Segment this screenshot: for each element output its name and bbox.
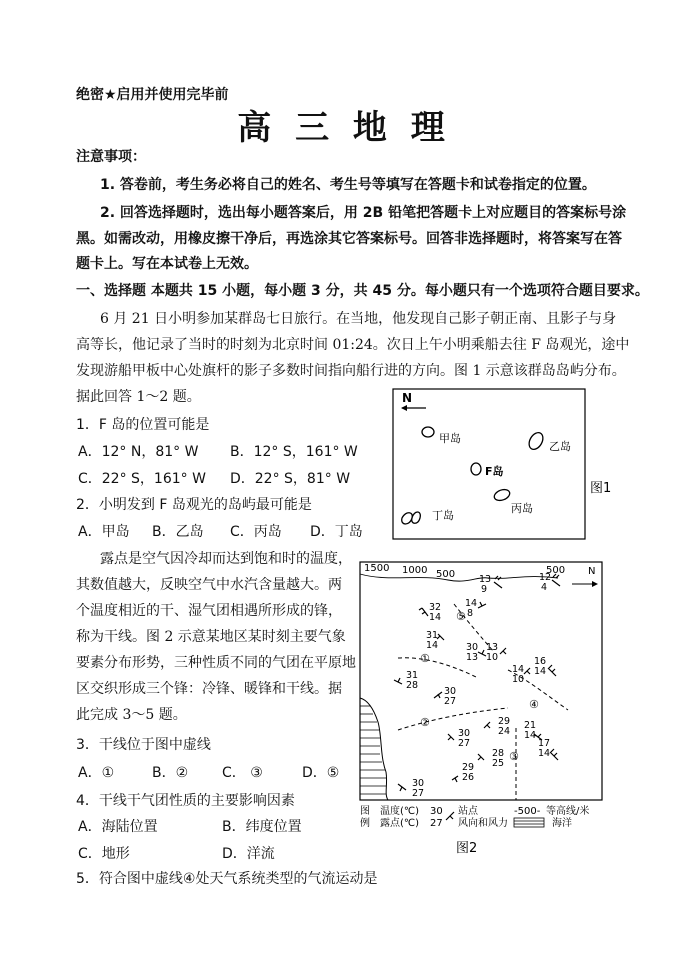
station-16-dew: 25 [492,758,505,769]
fig1-north-label: N [402,391,413,405]
station-2-dew: 4 [541,582,548,593]
station-5-dew: 14 [426,640,439,651]
page-title: 高 三 地 理 [237,108,451,148]
station-13-temp: 29 [498,716,511,727]
q1-option-d: D．22° S，81° W [230,471,351,487]
station-18-dew: 27 [412,788,425,799]
contour-label-1500: 1500 [364,563,390,574]
station-9-temp: 14 [512,664,525,675]
station-3-temp: 14 [465,598,478,609]
station-1-temp: 13 [479,574,492,585]
station-6-temp: 30 [466,642,479,653]
island-ding-label: 丁岛 [432,509,454,522]
station-8-dew: 14 [534,666,547,677]
q3-option-d: D．⑤ [302,765,340,781]
line-label-5: ⑤ [456,610,466,623]
q4-option-a: A．海陆位置 [78,819,158,835]
passage1-line4: 据此回答 1～2 题。 [76,389,201,405]
notes-item-2-line3: 题卡上。写在本试卷上无效。 [76,256,258,272]
line-label-2: ② [420,716,430,729]
station-16-temp: 28 [492,748,505,759]
legend-label-2: 例 [360,818,370,829]
station-4-temp: 32 [429,602,442,613]
q1-option-b: B．12° S，161° W [230,444,358,460]
passage2-line1: 露点是空气因冷却而达到饱和时的温度， [100,551,352,567]
q4-option-b: B．纬度位置 [222,819,302,835]
passage2-line3: 个温度相近的干、湿气团相遇所形成的锋， [76,603,342,619]
island-bing-label: 丙岛 [511,502,533,515]
q1-stem: 1．F 岛的位置可能是 [76,417,210,433]
station-15-temp: 17 [538,738,551,749]
station-4-dew: 14 [429,612,442,623]
legend-contour: 等高线/米 [546,806,590,817]
island-jia-label: 甲岛 [439,432,461,445]
station-10-dew: 28 [406,680,419,691]
station-12-temp: 30 [458,728,471,739]
station-7-dew: 10 [486,652,499,663]
station-17-temp: 29 [462,762,475,773]
passage1-line1: 6 月 21 日小明参加某群岛七日旅行。在当地，他发现自己影子朝正南、且影子与身 [100,311,617,327]
station-1-dew: 9 [481,584,488,595]
q1-option-c: C．22° S，161° W [78,471,206,487]
station-15-dew: 14 [538,748,551,759]
line-label-3: ③ [509,750,519,763]
station-17-dew: 26 [462,772,475,783]
figure-2-weather-map [358,560,608,860]
station-11-dew: 27 [444,696,457,707]
confidential-label: 绝密★启用并使用完毕前 [76,87,229,103]
line-label-1: ① [420,652,430,665]
passage1-line2: 高等长，他记录了当时的时刻为北京时间 01:24。次日上午小明乘船去往 F 岛观光，途中 [76,337,630,353]
station-13-dew: 24 [498,726,511,737]
legend-sample-temp: 30 [430,806,443,817]
legend-wind-icon [446,812,454,820]
q2-option-b: B．乙岛 [152,524,204,540]
legend-label-1: 图 [360,806,370,817]
station-6-dew: 13 [466,652,479,663]
passage2-line7: 此完成 3～5 题。 [76,707,187,723]
q3-stem: 3．干线位于图中虚线 [76,737,211,753]
legend-contour-sample: -500- [514,806,541,817]
legend-sea: 海洋 [552,818,572,829]
legend-wind: 风向和风力 [458,818,508,829]
notes-item-2-line2: 黑。如需改动，用橡皮擦干净后，再选涂其它答案标号。回答非选择题时，将答案写在答 [76,231,622,247]
q2-option-c: C．丙岛 [230,524,282,540]
q3-option-c: C． ③ [222,765,263,781]
fig2-north-label: N [588,566,596,577]
station-18-temp: 30 [412,778,425,789]
contour-label-500a: 500 [436,569,456,580]
contour-label-1000: 1000 [402,565,428,576]
q1-option-a: A．12° N，81° W [78,444,199,460]
q5-stem: 5．符合图中虚线④处天气系统类型的气流运动是 [76,871,378,887]
section-heading: 一、选择题 本题共 15 小题，每小题 3 分，共 45 分。每小题只有一个选项符合题目要求。 [76,283,649,299]
q4-option-c: C．地形 [78,846,130,862]
notes-item-1: 1. 答卷前，考生务必将自己的姓名、考生号等填写在答题卡和试卷指定的位置。 [100,177,596,193]
station-10-temp: 31 [406,670,419,681]
island-yi-label: 乙岛 [549,440,571,453]
station-8-temp: 16 [534,656,547,667]
q3-option-b: B．② [152,765,189,781]
contour-label-500b: 500 [546,565,566,576]
island-f-label: F岛 [485,465,504,478]
station-2-temp: 12 [539,572,552,583]
q4-option-d: D．洋流 [222,846,275,862]
q3-option-a: A．① [78,765,115,781]
q2-option-d: D．丁岛 [310,524,363,540]
passage2-line6: 区交织形成三个锋：冷锋、暖锋和干线。据 [76,681,342,697]
station-5-temp: 31 [426,630,439,641]
legend-station: 站点 [458,806,478,817]
station-3-dew: 8 [467,608,474,619]
station-7-temp: 13 [486,642,499,653]
legend-dew: 露点(℃) [380,818,420,829]
notes-heading: 注意事项： [76,149,146,165]
station-14-temp: 21 [524,720,537,731]
q2-option-a: A．甲岛 [78,524,130,540]
passage2-line4: 称为干线。图 2 示意某地区某时刻主要气象 [76,629,346,645]
passage2-line5: 要素分布形势，三种性质不同的气团在平原地 [76,655,356,671]
station-11-temp: 30 [444,686,457,697]
figure-1-island-map [392,388,642,548]
passage1-line3: 发现游船甲板中心处旗杆的影子多数时间指向船行进的方向。图 1 示意该群岛岛屿分布。 [76,363,626,379]
notes-item-2-line1: 2. 回答选择题时，选出每小题答案后，用 2B 铅笔把答题卡上对应题目的答案标号涂 [100,205,627,221]
q2-stem: 2．小明发到 F 岛观光的岛屿最可能是 [76,497,312,513]
fig1-caption: 图1 [590,481,612,496]
legend-temp: 温度(℃) [380,806,420,817]
station-9-dew: 10 [512,674,525,685]
station-14-dew: 14 [524,730,537,741]
passage2-line2: 其数值越大，反映空气中水汽含量越大。两 [76,577,342,593]
line-label-4: ④ [529,698,539,711]
legend-sample-dew: 27 [430,818,443,829]
station-12-dew: 27 [458,738,471,749]
q4-stem: 4．干线干气团性质的主要影响因素 [76,793,295,809]
legend-sea-icon [514,818,544,827]
fig2-caption: 图2 [456,841,478,856]
